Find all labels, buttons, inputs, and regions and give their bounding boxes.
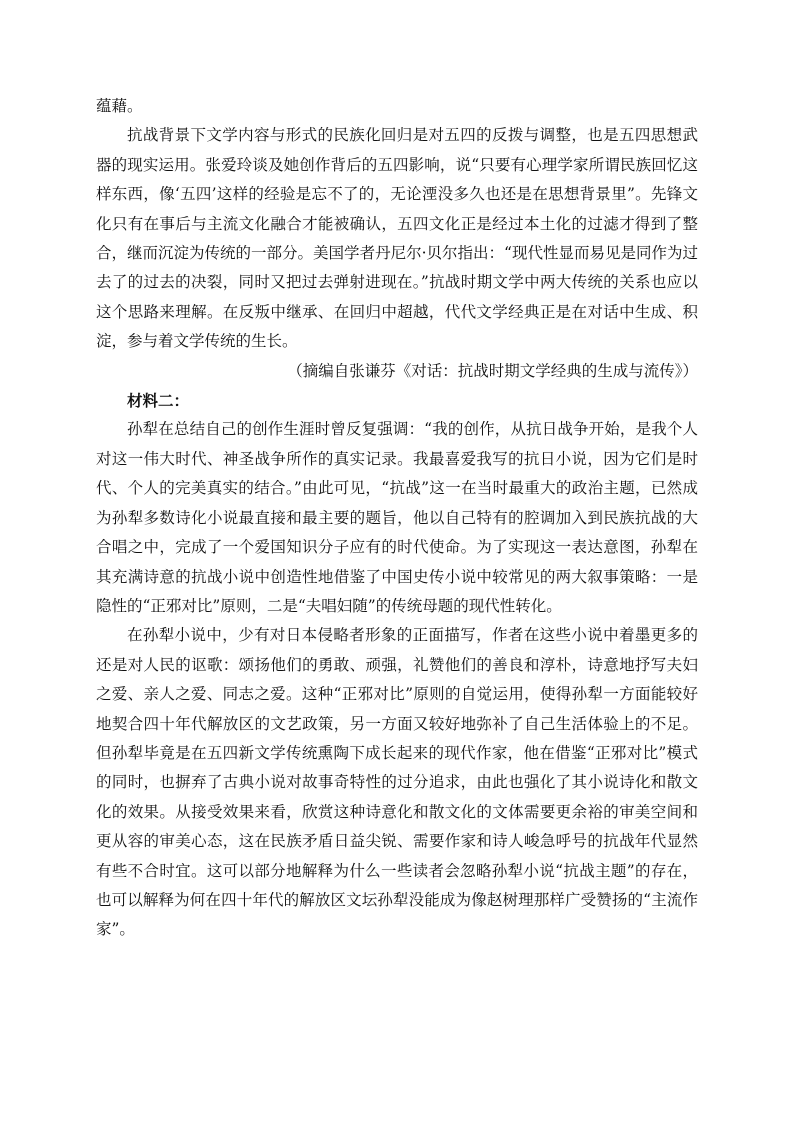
document-page [96,92,698,945]
paragraph-3: 在孙犁小说中，少有对日本侵略者形象的正面描写，作者在这些小说中着墨更多的还是对人民的讴歌：颂扬他们的勇敢、顽强，礼赞他们的善良和淳朴，诗意地抒写夫妇之爱、亲人之爱、同志之爱。这种“正邪对比”原则的自觉运用，使得孙犁一方面能较好地契合四十年代解放区的文艺政策，另一方面又较好地弥补了自己生活体验上的不足。但孙犁毕竟是在五四新文学传统熏陶下成长起来的现代作家，他在借鉴“正邪对比”模式的同时，也摒弃了古典小说对故事奇特性的过分追求，由此也强化了其小说诗化和散文化的效果。从接受效果来看，欣赏这种诗意化和散文化的文体需要更余裕的审美空间和更从容的审美心态，这在民族矛盾日益尖锐、需要作家和诗人峻急呼号的抗战年代显然有些不合时宜。这可以部分地解释为什么一些读者会忽略孙犁小说“抗战主题”的存在，也可以解释为何在四十年代的解放区文坛孙犁没能成为像赵树理那样广受赞扬的“主流作家”。 [96,626,698,939]
paragraph-2: 孙犁在总结自己的创作生涯时曾反复强调：“我的创作，从抗日战争开始，是我个人对这一伟大时代、神圣战争所作的真实记录。我最喜爱我写的抗日小说，因为它们是时代、个人的完美真实的结合。”由此可见，“抗战”这一在当时最重大的政治主题，已然成为孙犁多数诗化小说最直接和最主要的题旨，他以自己特有的腔调加入到民族抗战的大合唱之中，完成了一个爱国知识分子应有的时代使命。为了实现这一表达意图，孙犁在其充满诗意的抗战小说中创造性地借鉴了中国史传小说中较常见的两大叙事策略：一是隐性的“正邪对比”原则，二是“夫唱妇随”的传统母题的现代性转化。 [96,420,698,615]
lead-fragment: 蕴藉。 [96,97,143,115]
material-2-heading: 材料二： [127,391,190,411]
paragraph-1: 抗战背景下文学内容与形式的民族化回归是对五四的反拨与调整，也是五四思想武器的现实运用。张爱玲谈及她创作背后的五四影响，说“只要有心理学家所谓民族回忆这样东西，像‘五四’这样的经验是忘不了的，无论湮没多久也还是在思想背景里”。先锋文化只有在事后与主流文化融合才能被确认，五四文化正是经过本土化的过滤才得到了整合，继而沉淀为传统的一部分。美国学者丹尼尔·贝尔指出：“现代性显而易见是同作为过去了的过去的决裂，同时又把过去弹射进现在。”抗战时期文学中两大传统的关系也应以这个思路来理解。在反叛中继承、在回归中超越，代代文学经典正是在对话中生成、积淀，参与着文学传统的生长。 [96,126,698,351]
source-citation: （摘编自张谦芬《对话：抗战时期文学经典的生成与流传》） [287,361,698,380]
